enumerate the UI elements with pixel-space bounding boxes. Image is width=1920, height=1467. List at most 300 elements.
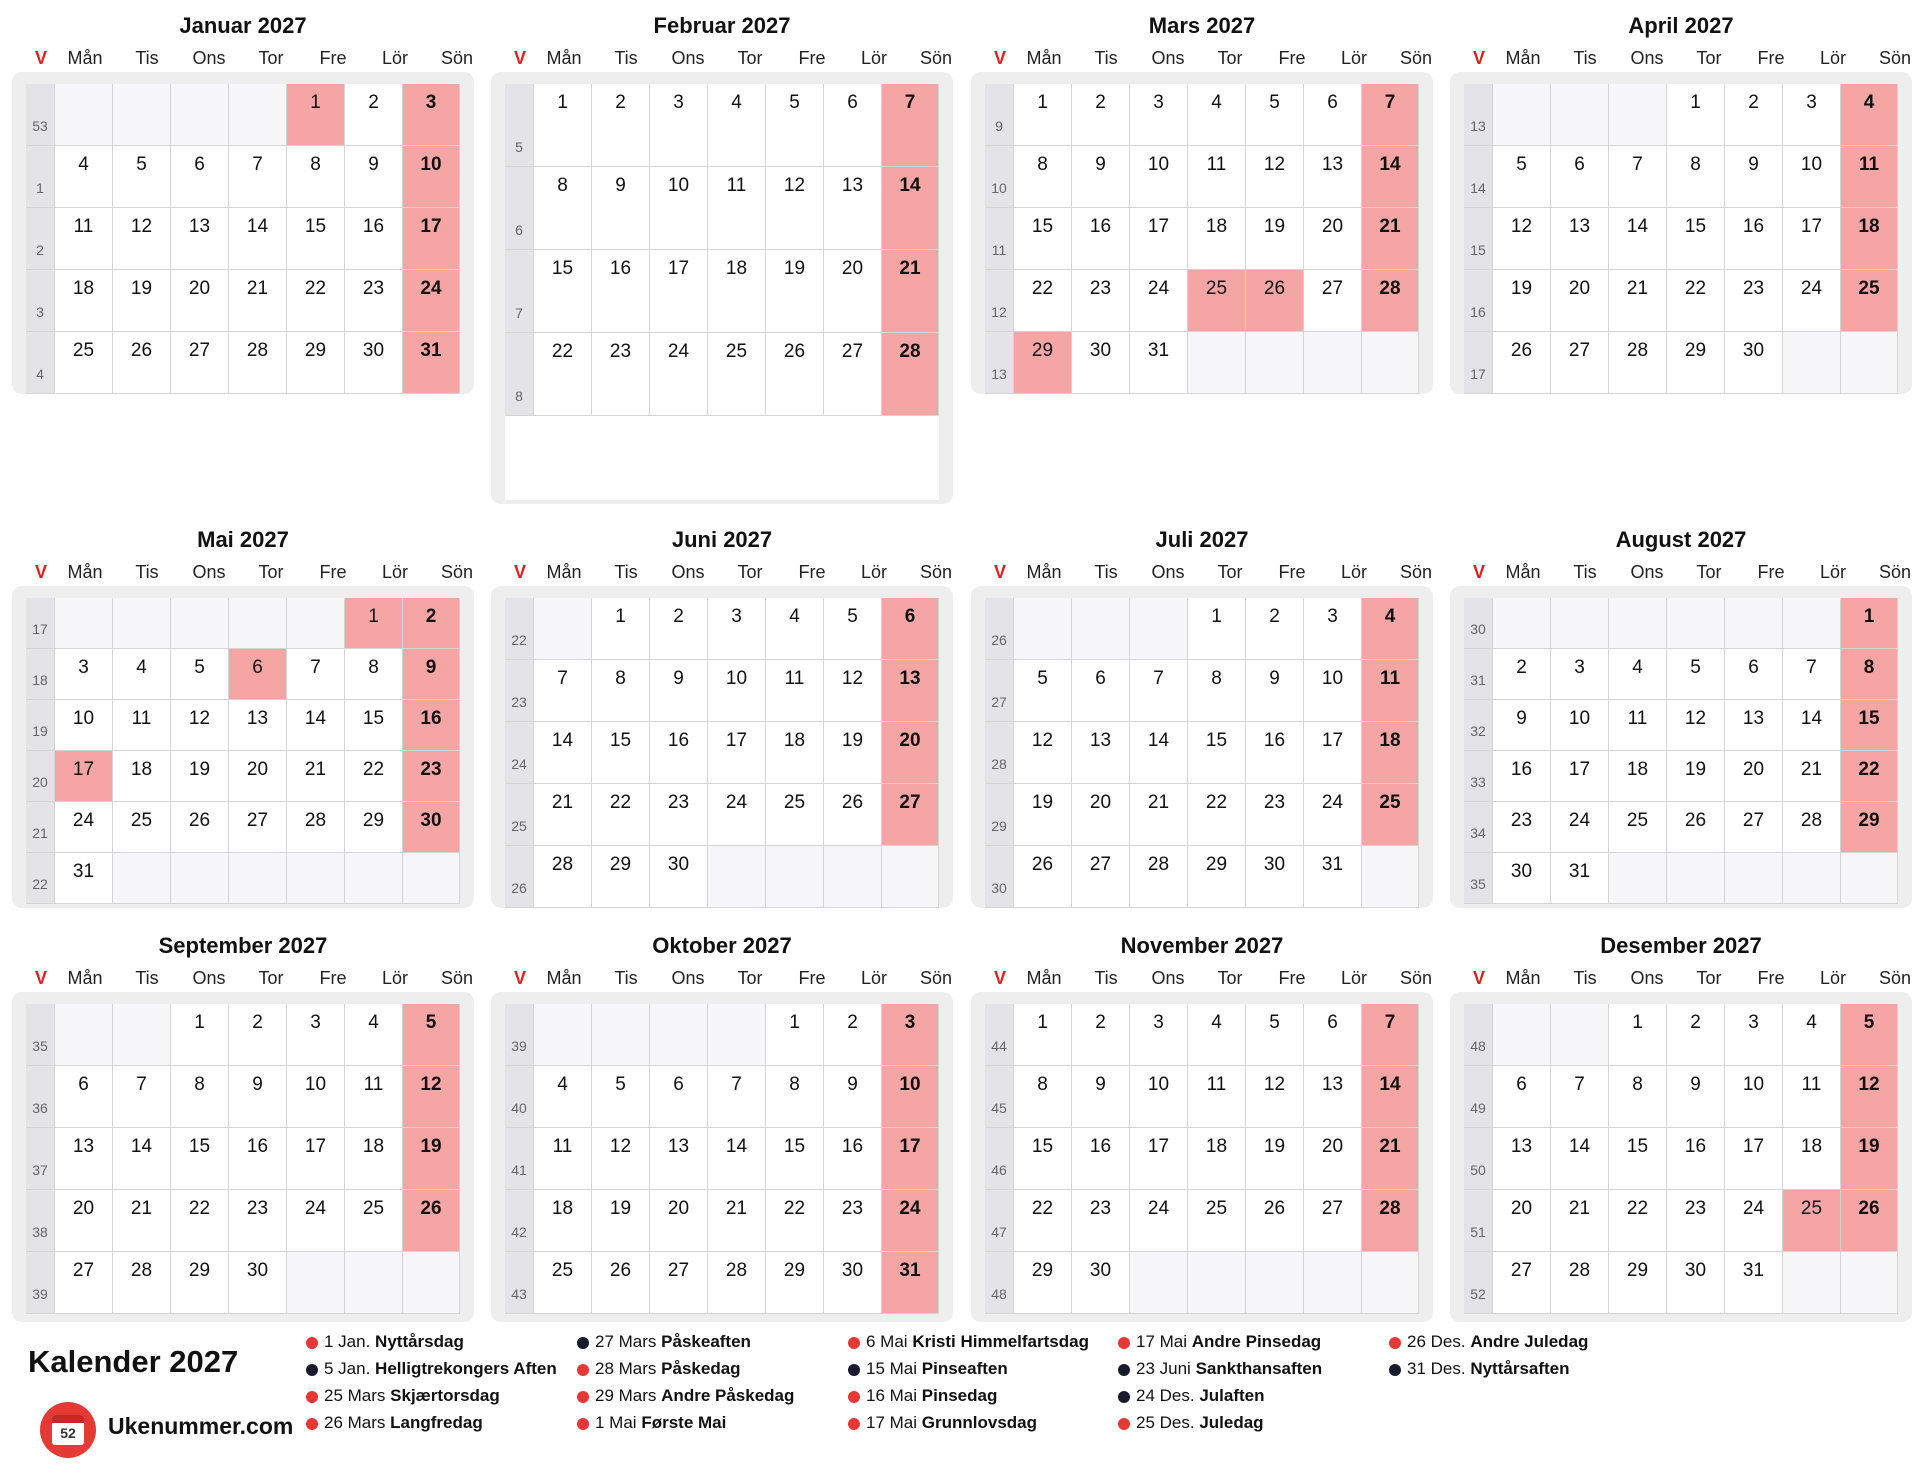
day-number: 7 xyxy=(731,1074,742,1095)
day-number: 22 xyxy=(1031,278,1054,299)
day-cell xyxy=(1246,1190,1303,1251)
day-number: 22 xyxy=(1626,1198,1649,1219)
day-number: 13 xyxy=(72,1136,95,1157)
day-cell xyxy=(1551,208,1608,269)
day-number: 23 xyxy=(362,278,385,299)
day-cell xyxy=(1725,1128,1782,1189)
day-number: 20 xyxy=(899,730,921,751)
day-cell xyxy=(592,660,649,721)
day-cell xyxy=(287,146,344,207)
holiday-text xyxy=(866,1331,1089,1353)
day-cell xyxy=(229,802,286,852)
day-number: 6 xyxy=(847,92,858,113)
day-cell xyxy=(1725,332,1782,393)
day-number: 7 xyxy=(1384,1012,1396,1033)
empty-day-cell xyxy=(1493,84,1550,145)
holiday-name: Kristi Himmelfartsdag xyxy=(912,1332,1089,1351)
day-number: 3 xyxy=(310,1012,321,1033)
week-number: 22 xyxy=(505,598,533,659)
day-number: 15 xyxy=(1031,216,1054,237)
empty-day-cell xyxy=(287,1252,344,1313)
day-cell xyxy=(55,649,112,699)
weekday-header: Lör xyxy=(1340,562,1367,582)
holiday-dot-icon xyxy=(306,1364,318,1376)
empty-day-cell xyxy=(1188,332,1245,393)
day-cell xyxy=(1783,1128,1840,1189)
day-grid xyxy=(505,1004,939,1314)
day-number: 21 xyxy=(1379,216,1401,237)
day-cell xyxy=(1725,270,1782,331)
day-number: 10 xyxy=(72,708,95,729)
day-number: 4 xyxy=(1384,606,1396,627)
day-number: 7 xyxy=(310,657,321,678)
weekday-header: Fre xyxy=(798,562,826,582)
month-title: September 2027 xyxy=(158,933,328,958)
day-number: 14 xyxy=(304,708,327,729)
weekday-header: Tis xyxy=(1573,48,1597,68)
empty-day-cell xyxy=(1130,598,1187,659)
holiday-dot-icon xyxy=(1389,1337,1401,1349)
day-number: 23 xyxy=(246,1198,269,1219)
day-number: 26 xyxy=(609,1260,632,1281)
day-cell xyxy=(287,700,344,750)
month-title: Januar 2027 xyxy=(179,13,307,38)
day-number: 14 xyxy=(899,175,921,196)
site-logo-text[interactable]: Ukenummer.com xyxy=(108,1413,294,1439)
day-cell xyxy=(1667,1004,1724,1065)
day-number: 30 xyxy=(1263,854,1286,875)
weekday-header: Ons xyxy=(192,968,226,988)
day-number: 26 xyxy=(1858,1198,1880,1219)
day-number: 27 xyxy=(1321,278,1344,299)
day-cell xyxy=(229,649,286,699)
day-cell xyxy=(1246,660,1303,721)
day-cell xyxy=(1246,1004,1303,1065)
day-number: 22 xyxy=(304,278,327,299)
holiday-text xyxy=(595,1385,794,1407)
day-number: 22 xyxy=(1684,278,1707,299)
day-number: 2 xyxy=(1095,92,1106,113)
day-number: 5 xyxy=(1690,657,1701,678)
day-number: 30 xyxy=(667,854,690,875)
day-number: 18 xyxy=(1626,759,1649,780)
day-grid xyxy=(26,1004,460,1314)
week-number: 4 xyxy=(26,332,54,393)
day-cell xyxy=(1841,84,1897,145)
day-number: 4 xyxy=(1211,1012,1222,1033)
day-cell xyxy=(1362,208,1418,269)
logo-number: 52 xyxy=(60,1425,76,1441)
holiday-date: 29 Mars xyxy=(595,1386,657,1405)
day-number: 22 xyxy=(1205,792,1228,813)
month-panel xyxy=(491,586,953,908)
day-cell xyxy=(650,1252,707,1313)
day-number: 16 xyxy=(1510,759,1533,780)
day-cell xyxy=(171,1252,228,1313)
day-cell xyxy=(534,1252,591,1313)
day-cell xyxy=(592,1252,649,1313)
week-number: 25 xyxy=(505,784,533,845)
day-cell xyxy=(345,1066,402,1127)
weekday-header: Tis xyxy=(135,562,159,582)
week-number: 43 xyxy=(505,1252,533,1313)
week-number: 27 xyxy=(985,660,1013,721)
day-number: 30 xyxy=(1742,340,1765,361)
holiday-text xyxy=(324,1385,500,1407)
weekday-header: Sön xyxy=(919,48,953,68)
weekday-header: Lör xyxy=(1819,968,1846,988)
weekday-header: Sön xyxy=(440,968,474,988)
day-number: 12 xyxy=(1031,730,1054,751)
week-number: 28 xyxy=(985,722,1013,783)
week-column-label: V xyxy=(513,562,526,582)
day-number: 17 xyxy=(304,1136,327,1157)
day-cell xyxy=(171,270,228,331)
weekday-header: Lör xyxy=(1340,48,1367,68)
weekday-header: Tis xyxy=(614,968,638,988)
day-cell xyxy=(1493,1190,1550,1251)
day-number: 9 xyxy=(368,154,379,175)
weekday-header: Tor xyxy=(737,968,763,988)
month-panel xyxy=(12,992,474,1322)
day-number: 15 xyxy=(783,1136,806,1157)
day-cell xyxy=(650,784,707,845)
day-cell xyxy=(1783,1004,1840,1065)
holiday-dot-icon xyxy=(306,1418,318,1430)
day-cell xyxy=(403,270,459,331)
week-column-label: V xyxy=(34,48,47,68)
day-number: 29 xyxy=(362,810,385,831)
empty-day-cell xyxy=(766,846,823,907)
empty-day-cell xyxy=(592,1004,649,1065)
day-number: 2 xyxy=(1095,1012,1106,1033)
week-column-label: V xyxy=(993,562,1006,582)
day-cell xyxy=(1609,700,1666,750)
day-grid xyxy=(26,84,460,394)
day-cell xyxy=(1246,1128,1303,1189)
day-number: 6 xyxy=(252,657,263,678)
day-number: 25 xyxy=(130,810,153,831)
day-number: 18 xyxy=(1858,216,1880,237)
weekday-header: Tis xyxy=(1094,562,1118,582)
day-cell xyxy=(1014,722,1071,783)
day-number: 31 xyxy=(899,1260,921,1281)
empty-day-cell xyxy=(824,846,881,907)
day-cell xyxy=(1725,1004,1782,1065)
day-number: 8 xyxy=(368,657,379,678)
day-number: 7 xyxy=(1574,1074,1585,1095)
day-cell xyxy=(1246,270,1303,331)
empty-day-cell xyxy=(1246,1252,1303,1313)
day-cell xyxy=(1130,1066,1187,1127)
day-cell xyxy=(403,1128,459,1189)
day-cell xyxy=(882,784,938,845)
week-number: 7 xyxy=(505,250,533,332)
weekday-header: Mån xyxy=(1026,968,1062,988)
weekday-header: Fre xyxy=(1278,968,1306,988)
day-number: 22 xyxy=(362,759,385,780)
day-cell xyxy=(55,700,112,750)
day-cell xyxy=(1188,1066,1245,1127)
day-cell xyxy=(1667,802,1724,852)
day-cell xyxy=(534,1066,591,1127)
day-cell xyxy=(1304,84,1361,145)
holiday-dot-icon xyxy=(1118,1418,1130,1430)
day-cell xyxy=(287,1190,344,1251)
day-cell xyxy=(534,1128,591,1189)
day-cell xyxy=(345,649,402,699)
weekday-header: Tor xyxy=(1217,562,1243,582)
day-number: 24 xyxy=(1568,810,1591,831)
day-number: 12 xyxy=(841,668,864,689)
weekday-header-row xyxy=(971,966,1433,990)
day-cell xyxy=(650,722,707,783)
day-number: 28 xyxy=(130,1260,153,1281)
day-number: 4 xyxy=(1863,92,1875,113)
day-number: 21 xyxy=(304,759,327,780)
week-number: 30 xyxy=(985,846,1013,907)
week-number: 6 xyxy=(505,167,533,249)
empty-day-cell xyxy=(345,853,402,903)
day-cell xyxy=(650,167,707,249)
day-number: 1 xyxy=(557,92,568,113)
day-cell xyxy=(1493,649,1550,699)
weekday-header: Mån xyxy=(1026,48,1062,68)
day-number: 13 xyxy=(1321,1074,1344,1095)
day-number: 10 xyxy=(1147,1074,1170,1095)
day-number: 20 xyxy=(1321,1136,1344,1157)
holiday-dot-icon xyxy=(1118,1337,1130,1349)
holiday-dot-icon xyxy=(306,1391,318,1403)
weekday-header-row xyxy=(12,560,474,584)
week-number: 37 xyxy=(26,1128,54,1189)
day-number: 27 xyxy=(1089,854,1112,875)
weekday-header: Tis xyxy=(1094,48,1118,68)
empty-day-cell xyxy=(229,84,286,145)
day-number: 2 xyxy=(368,92,379,113)
day-number: 28 xyxy=(1379,1198,1401,1219)
day-cell xyxy=(1246,784,1303,845)
day-cell xyxy=(766,167,823,249)
weekday-header: Tor xyxy=(258,968,284,988)
weekday-header: Sön xyxy=(440,562,474,582)
day-number: 18 xyxy=(783,730,806,751)
day-number: 11 xyxy=(726,175,747,196)
day-number: 20 xyxy=(188,278,211,299)
week-number: 30 xyxy=(1464,598,1492,648)
day-number: 25 xyxy=(551,1260,574,1281)
day-cell xyxy=(1014,1128,1071,1189)
day-number: 2 xyxy=(1690,1012,1701,1033)
day-cell xyxy=(824,250,881,332)
day-cell xyxy=(1304,1190,1361,1251)
day-number: 1 xyxy=(1632,1012,1643,1033)
day-cell xyxy=(287,1004,344,1065)
day-number: 15 xyxy=(304,216,327,237)
day-number: 27 xyxy=(1742,810,1765,831)
week-column-label: V xyxy=(513,48,526,68)
day-cell xyxy=(1725,751,1782,801)
day-number: 24 xyxy=(667,341,690,362)
day-cell xyxy=(1304,660,1361,721)
day-cell xyxy=(1493,751,1550,801)
day-number: 28 xyxy=(1379,278,1401,299)
empty-day-cell xyxy=(171,853,228,903)
day-number: 27 xyxy=(667,1260,690,1281)
day-cell xyxy=(766,1252,823,1313)
day-number: 21 xyxy=(1379,1136,1401,1157)
day-number: 15 xyxy=(551,258,574,279)
month-panel xyxy=(12,72,474,394)
day-number: 14 xyxy=(725,1136,748,1157)
day-cell xyxy=(1725,700,1782,750)
week-number: 1 xyxy=(26,146,54,207)
day-number: 4 xyxy=(1211,92,1222,113)
day-cell xyxy=(1493,802,1550,852)
day-number: 22 xyxy=(551,341,574,362)
week-number: 12 xyxy=(985,270,1013,331)
holiday-date: 31 Des. xyxy=(1407,1359,1466,1378)
day-number: 16 xyxy=(362,216,385,237)
day-number: 26 xyxy=(420,1198,442,1219)
week-number: 29 xyxy=(985,784,1013,845)
day-cell xyxy=(1725,208,1782,269)
empty-day-cell xyxy=(171,84,228,145)
day-number: 21 xyxy=(899,258,921,279)
empty-day-cell xyxy=(1072,598,1129,659)
day-cell xyxy=(882,333,938,415)
day-number: 30 xyxy=(1684,1260,1707,1281)
day-number: 10 xyxy=(899,1074,921,1095)
day-cell xyxy=(882,598,938,659)
day-cell xyxy=(824,660,881,721)
week-number: 32 xyxy=(1464,700,1492,750)
empty-day-cell xyxy=(403,853,459,903)
day-cell xyxy=(403,146,459,207)
day-number: 5 xyxy=(1269,1012,1280,1033)
day-cell xyxy=(55,208,112,269)
day-number: 3 xyxy=(1574,657,1585,678)
day-cell xyxy=(708,784,765,845)
day-cell xyxy=(1188,84,1245,145)
day-cell xyxy=(534,333,591,415)
day-cell xyxy=(1841,751,1897,801)
day-number: 27 xyxy=(899,792,921,813)
day-number: 30 xyxy=(420,810,442,831)
day-number: 20 xyxy=(667,1198,690,1219)
day-number: 20 xyxy=(841,258,864,279)
weekday-header: Sön xyxy=(1878,48,1912,68)
weekday-header: Sön xyxy=(1399,562,1433,582)
day-cell xyxy=(1841,700,1897,750)
day-cell xyxy=(1130,722,1187,783)
holiday-name: Julaften xyxy=(1199,1386,1265,1405)
day-number: 26 xyxy=(1684,810,1707,831)
calendar-icon[interactable] xyxy=(40,1402,96,1458)
day-number: 1 xyxy=(1690,92,1701,113)
day-cell xyxy=(287,270,344,331)
day-cell xyxy=(1841,270,1897,331)
day-cell xyxy=(592,333,649,415)
day-cell xyxy=(1609,270,1666,331)
day-number: 23 xyxy=(1089,1198,1112,1219)
day-cell xyxy=(345,1004,402,1065)
day-cell xyxy=(824,1190,881,1251)
day-cell xyxy=(1246,722,1303,783)
day-cell xyxy=(1014,332,1071,393)
day-number: 16 xyxy=(841,1136,864,1157)
month-title: August 2027 xyxy=(1615,527,1747,552)
day-cell xyxy=(1841,208,1897,269)
week-number: 26 xyxy=(985,598,1013,659)
day-number: 13 xyxy=(1321,154,1344,175)
empty-day-cell xyxy=(1493,1004,1550,1065)
day-cell xyxy=(1493,853,1550,903)
day-number: 10 xyxy=(304,1074,327,1095)
week-number: 14 xyxy=(1464,146,1492,207)
day-cell xyxy=(345,751,402,801)
day-cell xyxy=(1246,84,1303,145)
holiday-date: 17 Mai xyxy=(866,1413,918,1432)
day-number: 9 xyxy=(1516,708,1527,729)
day-cell xyxy=(1725,1190,1782,1251)
day-cell xyxy=(650,84,707,166)
day-cell xyxy=(1725,146,1782,207)
weekday-header: Fre xyxy=(1278,562,1306,582)
day-cell xyxy=(534,250,591,332)
day-number: 6 xyxy=(1516,1074,1527,1095)
day-number: 3 xyxy=(1748,1012,1759,1033)
day-number: 26 xyxy=(1510,340,1533,361)
day-number: 4 xyxy=(557,1074,568,1095)
day-cell xyxy=(1188,208,1245,269)
day-cell xyxy=(113,649,170,699)
day-number: 5 xyxy=(1269,92,1280,113)
week-column-label: V xyxy=(993,48,1006,68)
day-number: 6 xyxy=(1327,1012,1338,1033)
day-number: 27 xyxy=(246,810,269,831)
weekday-header: Fre xyxy=(319,562,347,582)
day-cell xyxy=(229,700,286,750)
empty-day-cell xyxy=(287,853,344,903)
week-column-label: V xyxy=(1472,968,1485,988)
weekday-header: Tis xyxy=(135,968,159,988)
day-cell xyxy=(1072,722,1129,783)
day-number: 17 xyxy=(725,730,748,751)
day-number: 31 xyxy=(1742,1260,1765,1281)
holiday-date: 6 Mai xyxy=(866,1332,908,1351)
day-cell xyxy=(1725,802,1782,852)
day-cell xyxy=(824,1252,881,1313)
day-cell xyxy=(1188,660,1245,721)
day-cell xyxy=(882,167,938,249)
day-cell xyxy=(1725,1066,1782,1127)
month-title: Juli 2027 xyxy=(1155,527,1249,552)
day-cell xyxy=(592,598,649,659)
day-cell xyxy=(592,84,649,166)
day-cell xyxy=(1609,208,1666,269)
empty-day-cell xyxy=(1362,332,1418,393)
day-cell xyxy=(1551,1128,1608,1189)
day-number: 30 xyxy=(1510,861,1533,882)
empty-day-cell xyxy=(55,598,112,648)
empty-day-cell xyxy=(1783,1252,1840,1313)
day-number: 12 xyxy=(783,175,806,196)
weekday-header: Lör xyxy=(381,562,408,582)
day-cell xyxy=(766,1004,823,1065)
day-cell xyxy=(1072,660,1129,721)
weekday-header-row xyxy=(12,46,474,70)
